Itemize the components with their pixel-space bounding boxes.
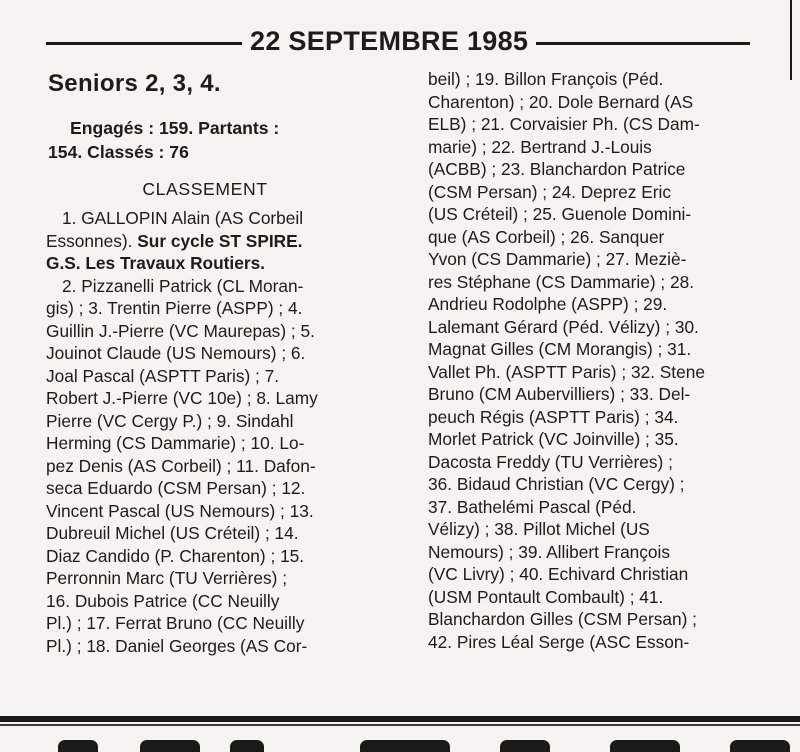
result-line: 16. Dubois Patrice (CC Neuilly (46, 590, 280, 611)
header-rule-left (46, 42, 242, 45)
header-rule-right (536, 42, 750, 45)
result-line: que (AS Corbeil) ; 26. Sanquer (428, 226, 665, 247)
result-line: beil) ; 19. Billon François (Péd. (428, 69, 664, 89)
result-line: Lalemant Gérard (Péd. Vélizy) ; 30. (428, 316, 699, 337)
result-line: Pl.) ; 17. Ferrat Bruno (CC Neuilly (46, 613, 305, 633)
result-line: Dubreuil Michel (US Créteil) ; 14. (46, 523, 299, 543)
result-line: Guillin J.-Pierre (VC Maurepas) ; 5. (46, 320, 315, 341)
result-line: Nemours) ; 39. Allibert François (428, 541, 671, 562)
bottom-divider (0, 716, 800, 722)
result-line: (VC Livry) ; 40. Echivard Christian (428, 564, 689, 584)
result-line: (US Créteil) ; 25. Guenole Domini- (428, 204, 692, 224)
result-line: pez Denis (AS Corbeil) ; 11. Dafon- (46, 455, 316, 476)
stats-line: 154. Classés : 76 (48, 142, 189, 162)
result-line: Vincent Pascal (US Nemours) ; 13. (46, 500, 314, 521)
result-line: Perronnin Marc (TU Verrières) ; (46, 568, 288, 588)
sponsor-text: Sur cycle ST SPIRE. (137, 230, 303, 251)
stats-line: Engagés : 159. Partants : (70, 118, 280, 138)
left-column (46, 68, 364, 657)
result-line: Herming (CS Dammarie) ; 10. Lo- (46, 433, 305, 453)
classement-heading: CLASSEMENT (142, 179, 268, 199)
result-line (46, 252, 364, 275)
result-line: seca Eduardo (CSM Persan) ; 12. (46, 478, 306, 498)
result-line: 1. GALLOPIN Alain (AS Corbeil (62, 208, 304, 228)
result-line: Pl.) ; 18. Daniel Georges (AS Cor- (46, 635, 308, 656)
result-line: Charenton) ; 20. Dole Bernard (AS (428, 91, 694, 112)
result-line: Morlet Patrick (VC Joinville) ; 35. (428, 429, 679, 449)
result-line: Robert J.-Pierre (VC 10e) ; 8. Lamy (46, 388, 318, 408)
result-line: Joal Pascal (ASPTT Paris) ; 7. (46, 365, 280, 386)
result-line: Vallet Ph. (ASPTT Paris) ; 32. Stene (428, 361, 705, 382)
next-article-cutoff (30, 740, 800, 752)
date-header (46, 26, 750, 60)
result-line: marie) ; 22. Bertrand J.-Louis (428, 136, 652, 157)
result-line: ELB) ; 21. Corvaisier Ph. (CS Dam- (428, 114, 700, 134)
result-line: Magnat Gilles (CM Morangis) ; 31. (428, 339, 692, 359)
result-line: Andrieu Rodolphe (ASPP) ; 29. (428, 294, 668, 314)
result-line: Pierre (VC Cergy P.) ; 9. Sindahl (46, 410, 294, 431)
stats-summary (48, 116, 364, 164)
result-line: (CSM Persan) ; 24. Deprez Eric (428, 181, 671, 202)
result-line: res Stéphane (CS Dammarie) ; 28. (428, 271, 695, 292)
bottom-divider-thin (0, 724, 800, 726)
page-corner-divider (790, 0, 792, 80)
result-line: 36. Bidaud Christian (VC Cergy) ; (428, 474, 685, 494)
result-line: Blanchardon Gilles (CSM Persan) ; (428, 609, 697, 629)
results-text-right (428, 68, 748, 653)
result-line: Bruno (CM Aubervilliers) ; 33. Del- (428, 384, 691, 404)
result-line: 37. Bathelémi Pascal (Péd. (428, 496, 637, 517)
result-line: Essonnes). Sur cycle ST SPIRE. (46, 230, 303, 251)
result-line: gis) ; 3. Trentin Pierre (ASPP) ; 4. (46, 298, 303, 318)
result-line: 42. Pires Léal Serge (ASC Esson- (428, 631, 690, 652)
result-line: Jouinot Claude (US Nemours) ; 6. (46, 343, 306, 363)
result-line: peuch Régis (ASPTT Paris) ; 34. (428, 406, 679, 427)
result-line: (USM Pontault Combault) ; 41. (428, 586, 664, 607)
results-text-left (46, 207, 364, 657)
result-line: 2. Pizzanelli Patrick (CL Moran- (62, 275, 304, 296)
sponsor-text: G.S. Les Travaux Routiers. (46, 253, 265, 273)
result-line: Yvon (CS Dammarie) ; 27. Meziè- (428, 249, 687, 269)
right-column (428, 68, 748, 653)
result-line: (ACBB) ; 23. Blanchardon Patrice (428, 159, 686, 179)
result-line: Dacosta Freddy (TU Verrières) ; (428, 451, 673, 472)
result-line: Vélizy) ; 38. Pillot Michel (US (428, 519, 650, 539)
article-title: Seniors 2, 3, 4. (48, 70, 221, 97)
result-line: Diaz Candido (P. Charenton) ; 15. (46, 545, 305, 566)
date-title: 22 SEPTEMBRE 1985 (250, 26, 529, 56)
